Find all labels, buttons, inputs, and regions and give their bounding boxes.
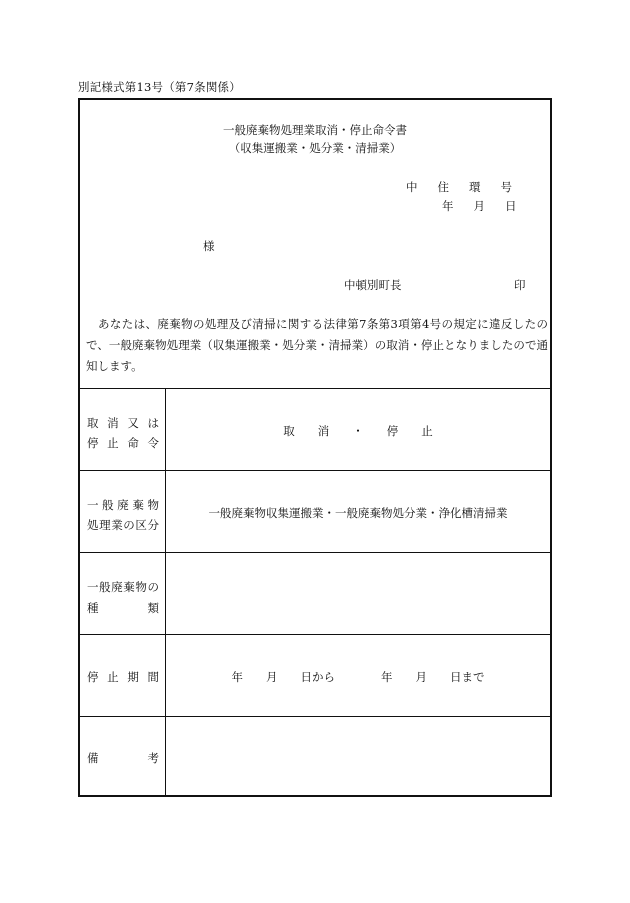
row-label-line-2: 処理業の区分	[87, 518, 159, 532]
row-label	[80, 635, 166, 717]
issuer-name: 中頓別町長	[344, 278, 402, 292]
row-label-line-1: 一般廃棄物	[87, 498, 159, 512]
row-label	[80, 471, 166, 553]
form-header	[80, 100, 550, 388]
form-number: 別記様式第13号（第7条関係）	[78, 80, 241, 94]
row-label	[80, 717, 166, 796]
row-value	[166, 389, 550, 471]
order-form	[78, 98, 552, 797]
row-value	[166, 635, 550, 717]
row-label	[80, 389, 166, 471]
seal-mark: 印	[514, 278, 526, 292]
addressee-suffix: 様	[203, 239, 215, 253]
document-subtitle: （収集運搬業・処分業・清掃業）	[228, 141, 402, 155]
row-label-line-2: 種類	[87, 601, 159, 615]
table-row-remarks	[80, 716, 550, 796]
waste-type-value	[166, 553, 550, 635]
row-label-text: 備考	[87, 751, 159, 765]
notice-text: あなたは、廃棄物の処理及び清掃に関する法律第7条第3項第4号の規定に違反したので、一般廃棄物処理業（収集運搬業・処分業・清掃業）の取消・停止となりましたので通知します。	[86, 317, 548, 373]
table-row-suspension-period	[80, 634, 550, 717]
remarks-value	[166, 717, 550, 796]
row-label-text: 停止期間	[87, 670, 159, 684]
table-row-waste-type	[80, 552, 550, 635]
business-category-value: 一般廃棄物収集運搬業・一般廃棄物処分業・浄化槽清掃業	[208, 506, 508, 520]
row-label-line-2: 停止命令	[87, 436, 159, 450]
row-value	[166, 471, 550, 553]
document-number-line: 中住環号	[406, 180, 532, 194]
row-label-line-1: 一般廃棄物の	[87, 580, 159, 594]
document-title: 一般廃棄物処理業取消・停止命令書	[223, 123, 407, 137]
row-label-line-1: 取消又は	[87, 416, 159, 430]
document-date-line: 年月日	[442, 199, 537, 213]
table-row-order-type	[80, 388, 550, 471]
table-row-business-category	[80, 470, 550, 553]
order-type-value: 取 消 ・ 停 止	[283, 424, 433, 438]
suspension-period-value: 年 月 日から 年 月 日まで	[231, 670, 485, 684]
row-label	[80, 553, 166, 635]
